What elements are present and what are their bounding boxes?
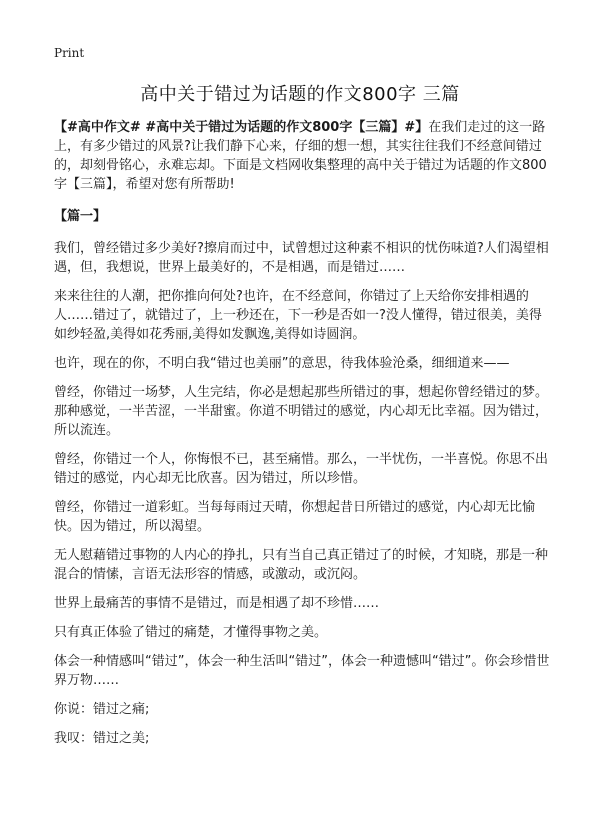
intro-text: 在我们走过的这一路上，有多少错过的风景?让我们静下心来，仔细的想一想，其实往往我们不经意间错过的，却刻骨铭心，永难忘却。下面是文档网收集整理的高中关于错过为话题的作文800字【三篇】，希望对您有所帮助! — [54, 120, 547, 192]
intro-tag: 【#高中作文# #高中关于错过为话题的作文800字【三篇】#】 — [54, 120, 429, 135]
print-label: Print — [54, 46, 85, 60]
page-title: 高中关于错过为话题的作文800字 三篇 — [140, 84, 460, 105]
paragraph-5: 曾经，你错过一个人，你悔恨不已，甚至痛惜。那么，一半忧伤，一半喜悦。你思不出错过的感觉，内心却无比欣喜。因为错过，所以珍惜。 — [54, 452, 549, 486]
paragraph-12: 我叹：错过之美; — [54, 731, 150, 746]
intro-paragraph — [54, 118, 554, 194]
paragraph-8: 世界上最痛苦的事情不是错过，而是相遇了却不珍惜…… — [54, 596, 380, 611]
paragraph-4: 曾经，你错过一场梦，人生完结，你必是想起那些所错过的事，想起你曾经错过的梦。那种感觉，一半苦涩，一半甜蜜。你道不明错过的感觉，内心却无比幸福。因为错过，所以流连。 — [54, 385, 549, 438]
paragraph-6: 曾经，你错过一道彩虹。当每每雨过天晴，你想起昔日所错过的感觉，内心却无比愉快。因为错过，所以渴望。 — [54, 500, 536, 534]
paragraph-2: 来来往往的人潮，把你推向何处?也许，在不经意间，你错过了上天给你安排相遇的人……错过了，就错过了，上一秒还在，下一秒是否如一?没人懂得，错过很美，美得如纱轻盈,美得如花秀丽,美得如发飘逸,美得如诗圆润。 — [54, 289, 542, 342]
paragraph-3: 也许，现在的你，不明白我“错过也美丽”的意思，待我体验沧桑，细细道来—— — [54, 356, 510, 371]
document-body — [54, 118, 554, 748]
paragraph-11: 你说：错过之痛; — [54, 702, 150, 717]
paragraph-7: 无人慰藉错过事物的人内心的挣扎，只有当自己真正错过了的时候，才知晓，那是一种混合的情愫，言语无法形容的情感，或激动，或沉闷。 — [54, 548, 549, 582]
paragraph-10: 体会一种情感叫“错过”，体会一种生活叫“错过”，体会一种遗憾叫“错过”。你会珍惜世界万物…… — [54, 654, 550, 688]
section-heading: 【篇一】 — [54, 209, 107, 224]
paragraph-9: 只有真正体验了错过的痛楚，才懂得事物之美。 — [54, 625, 328, 640]
paragraph-1: 我们，曾经错过多少美好?擦肩而过中，试曾想过这种素不相识的忧伤味道?人们渴望相遇，但，我想说，世界上最美好的，不是相遇，而是错过…… — [54, 241, 549, 275]
